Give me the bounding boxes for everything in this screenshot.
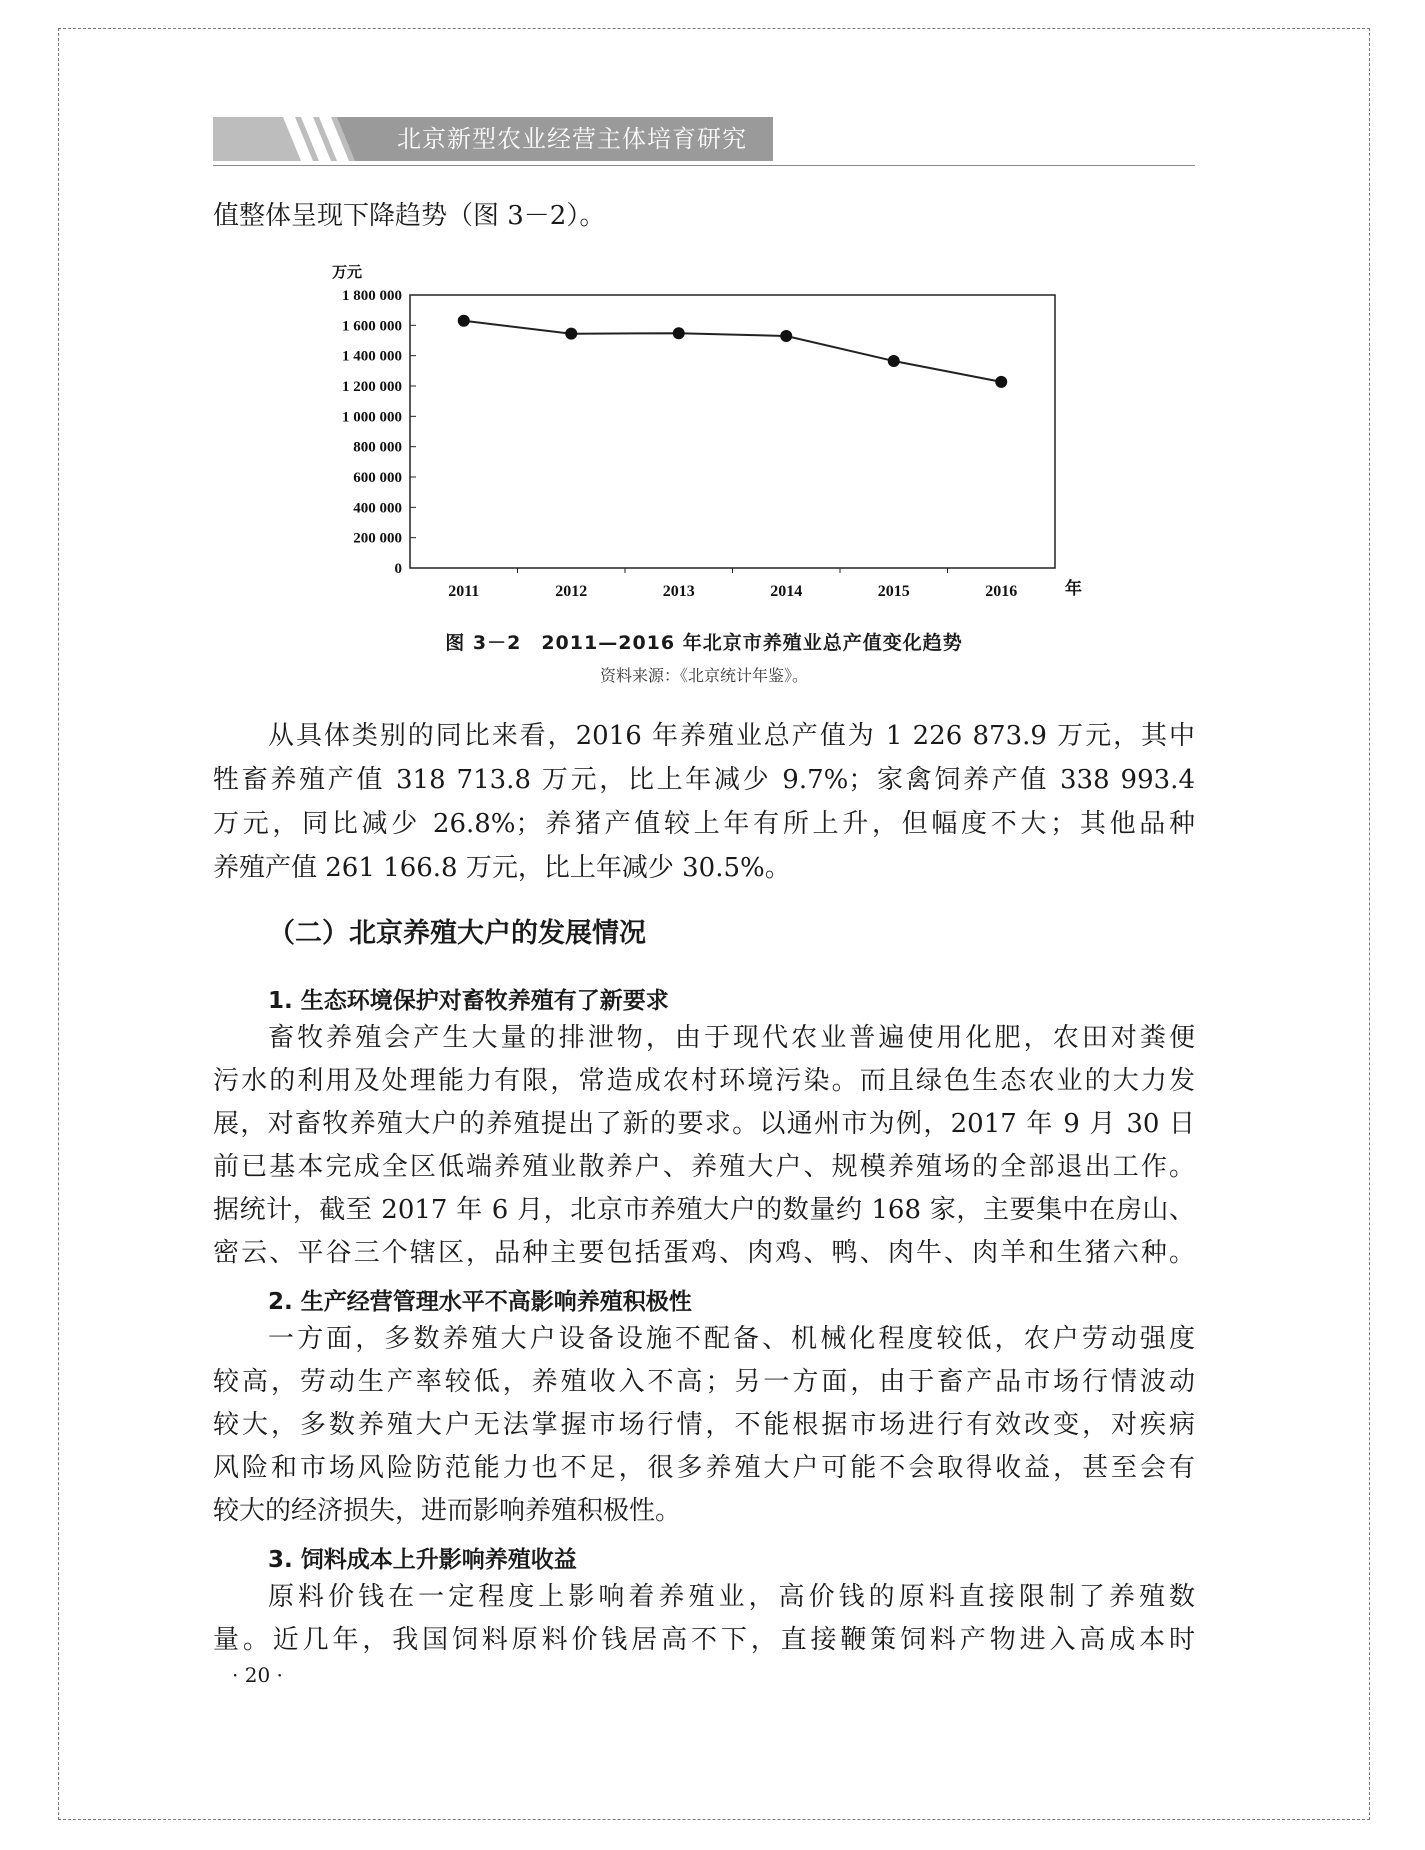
y-axis-unit-label: 万元 xyxy=(332,264,363,281)
paragraph-line: 风险和市场风险防范能力也不足，很多养殖大户可能不会取得收益，甚至会有 xyxy=(213,1453,1195,1483)
header-rule xyxy=(213,165,1195,166)
paragraph-line: 据统计，截至 2017 年 6 月，北京市养殖大户的数量约 168 家，主要集中在房山、 xyxy=(213,1195,1195,1225)
paragraph-line: 污水的利用及处理能力有限，常造成农村环境污染。而且绿色生态农业的大力发 xyxy=(213,1066,1195,1096)
paragraph-line: 前已基本完成全区低端养殖业散养户、养殖大户、规模养殖场的全部退出工作。 xyxy=(213,1152,1195,1182)
y-tick-label: 200 000 xyxy=(353,530,402,547)
y-tick-label: 600 000 xyxy=(353,470,402,486)
subsection-heading-2: 2. 生产经营管理水平不高影响养殖积极性 xyxy=(268,1289,692,1315)
x-tick-label: 2014 xyxy=(770,583,803,600)
x-axis-unit-label: 年 xyxy=(1065,579,1082,598)
y-tick-label: 1 400 000 xyxy=(342,348,402,365)
data-point xyxy=(780,330,792,342)
paragraph-line: 较大，多数养殖大户无法掌握市场行情，不能根据市场进行有效改变，对疾病 xyxy=(213,1410,1195,1440)
y-tick-label: 0 xyxy=(394,561,402,577)
series-line xyxy=(464,321,1002,382)
intro-line: 值整体呈现下降趋势（图 3－2）。 xyxy=(213,201,606,231)
section-heading: （二）北京养殖大户的发展情况 xyxy=(268,918,646,949)
paragraph-line: 牲畜养殖产值 318 713.8 万元，比上年减少 9.7%；家禽饲养产值 338 993.4 xyxy=(213,765,1195,795)
paragraph-line: 一方面，多数养殖大户设备设施不配备、机械化程度较低，农户劳动强度 xyxy=(268,1324,1195,1354)
paragraph-line: 万元，同比减少 26.8%；养猪产值较上年有所上升，但幅度不大；其他品种 xyxy=(213,809,1195,839)
subsection-heading-3: 3. 饲料成本上升影响养殖收益 xyxy=(268,1547,577,1573)
y-tick-label: 1 000 000 xyxy=(342,409,402,426)
plot-area-frame xyxy=(410,295,1055,568)
data-point xyxy=(995,376,1007,388)
paragraph-line: 展，对畜牧养殖大户的养殖提出了新的要求。以通州市为例，2017 年 9 月 30 日 xyxy=(213,1109,1195,1139)
paragraph-line: 从具体类别的同比来看，2016 年养殖业总产值为 1 226 873.9 万元，其中 xyxy=(268,721,1195,751)
figure-source: 资料来源：《北京统计年鉴》。 xyxy=(599,666,808,685)
data-point xyxy=(673,327,685,339)
x-tick-label: 2011 xyxy=(448,583,480,600)
y-tick-label: 800 000 xyxy=(353,439,402,456)
paragraph-line: 养殖产值 261 166.8 万元，比上年减少 30.5%。 xyxy=(213,853,791,883)
paragraph-line: 量。近几年，我国饲料原料价钱居高不下，直接鞭策饲料产物进入高成本时 xyxy=(213,1625,1195,1655)
y-tick-label: 1 600 000 xyxy=(342,318,402,335)
running-header xyxy=(213,117,773,161)
x-tick-label: 2016 xyxy=(985,583,1018,600)
subsection-heading-1: 1. 生态环境保护对畜牧养殖有了新要求 xyxy=(268,988,669,1014)
paragraph-line: 较大的经济损失，进而影响养殖积极性。 xyxy=(213,1496,682,1526)
header-stripes-decoration xyxy=(213,117,373,161)
y-tick-label: 1 800 000 xyxy=(342,288,402,304)
paragraph-line: 密云、平谷三个辖区，品种主要包括蛋鸡、肉鸡、鸭、肉牛、肉羊和生猪六种。 xyxy=(213,1238,1195,1268)
line-chart xyxy=(300,250,1100,610)
x-tick-label: 2012 xyxy=(555,583,588,600)
data-point xyxy=(565,328,577,340)
data-point xyxy=(888,355,900,367)
y-tick-label: 400 000 xyxy=(353,500,402,517)
header-title: 北京新型农业经营主体培育研究 xyxy=(397,125,747,153)
page-number: · 20 · xyxy=(232,1663,283,1687)
paragraph-line: 畜牧养殖会产生大量的排泄物，由于现代农业普遍使用化肥，农田对粪便 xyxy=(268,1023,1195,1053)
paragraph-line: 较高，劳动生产率较低，养殖收入不高；另一方面，由于畜产品市场行情波动 xyxy=(213,1367,1195,1397)
y-tick-label: 1 200 000 xyxy=(342,379,402,395)
x-tick-label: 2013 xyxy=(662,583,695,600)
paragraph-line: 原料价钱在一定程度上影响着养殖业，高价钱的原料直接限制了养殖数 xyxy=(268,1582,1195,1612)
x-tick-label: 2015 xyxy=(877,583,910,600)
figure-caption: 图 3－2 2011—2016 年北京市养殖业总产值变化趋势 xyxy=(445,632,963,654)
data-point xyxy=(458,315,470,327)
